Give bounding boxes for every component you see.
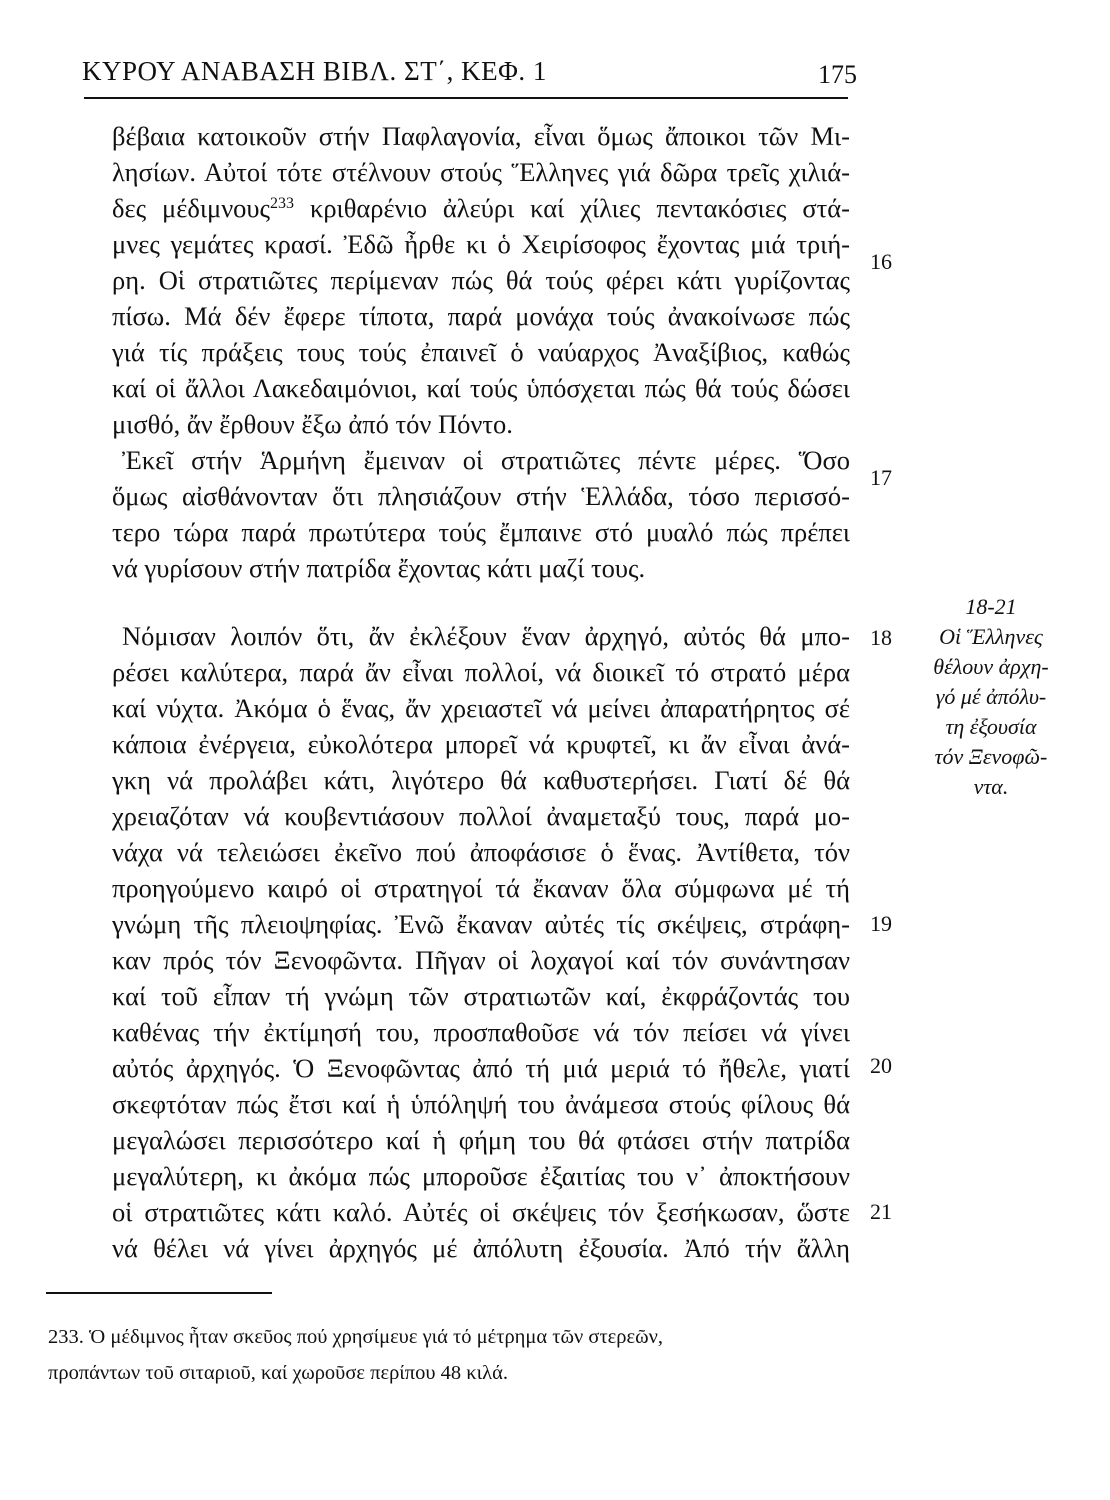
text-line: οἱ στρατιῶτες κάτι καλό. Αὐτές οἱ σκέψεις τόν ξεσήκωσαν, ὥστε	[112, 1197, 850, 1227]
section-number: 19	[870, 911, 892, 936]
text-line: γιά τίς πράξεις τους τούς ἐπαινεῖ ὁ ναύαρχος Ἀναξίβιος, καθώς	[112, 337, 850, 367]
footnote-line: προπάντων τοῦ σιταριοῦ, καί χωροῦσε περίπου 48 κιλά.	[48, 1362, 508, 1384]
text-line: ρη. Οἱ στρατιῶτες περίμεναν πώς θά τούς φέρει κάτι γυρίζοντας	[112, 265, 850, 295]
text-line: καί τοῦ εἶπαν τή γνώμη τῶν στρατιωτῶν καί, ἐκφράζοντάς του	[112, 981, 850, 1011]
margin-summary	[906, 592, 1076, 802]
text-line: λησίων. Αὐτοί τότε στέλνουν στούς Ἕλληνες γιά δῶρα τρεῖς χιλιά-	[112, 157, 850, 187]
section-number: 17	[870, 465, 892, 490]
text-line: καθένας τήν ἐκτίμησή του, προσπαθοῦσε νά τόν πείσει νά γίνει	[112, 1017, 850, 1047]
text-line: ὅμως αἰσθάνονταν ὅτι πλησιάζουν στήν Ἑλλάδα, τόσο περισσό-	[112, 481, 850, 511]
text-line: σκεφτόταν πώς ἔτσι καί ἡ ὑπόληψή του ἀνάμεσα στούς φίλους θά	[112, 1089, 850, 1119]
footnote-rule	[46, 1292, 272, 1294]
margin-summary-line: ντα.	[973, 774, 1009, 799]
text-line: καν πρός τόν Ξενοφῶντα. Πῆγαν οἱ λοχαγοί καί τόν συνάντησαν	[112, 945, 850, 975]
footnote-line: 233. Ὁ μέδιμνος ἦταν σκεῦος πού χρησίμευε γιά τό μέτρημα τῶν στερεῶν,	[48, 1326, 664, 1348]
text-line: πίσω. Μά δέν ἔφερε τίποτα, παρά μονάχα τούς ἀνακοίνωσε πώς	[112, 301, 850, 331]
text-line: κάποια ἐνέργεια, εὐκολότερα μπορεῖ νά κρυφτεῖ, κι ἄν εἶναι ἀνά-	[112, 729, 850, 759]
text-line: γκη νά προλάβει κάτι, λιγότερο θά καθυστερήσει. Γιατί δέ θά	[112, 765, 850, 795]
section-number: 21	[870, 1199, 892, 1224]
margin-summary-line: θέλουν ἀρχη-	[933, 654, 1049, 679]
text-line: ρέσει καλύτερα, παρά ἄν εἶναι πολλοί, νά διοικεῖ τό στρατό μέρα	[112, 657, 850, 687]
margin-summary-line: γό μέ ἀπόλυ-	[935, 684, 1047, 709]
text-segment: κριθαρένιο ἀλεύρι καί χίλιες πεντακόσιες στά-	[309, 193, 850, 223]
text-line: χρειαζόταν νά κουβεντιάσουν πολλοί ἀναμεταξύ τους, παρά μο-	[112, 801, 850, 831]
margin-summary-line: τη ἐξουσία	[945, 714, 1037, 739]
text-line: νά γυρίσουν στήν πατρίδα ἔχοντας κάτι μαζί τους.	[112, 553, 646, 583]
section-number: 18	[870, 625, 892, 650]
margin-summary-line: τόν Ξενοφῶ-	[934, 744, 1048, 769]
section-number: 20	[870, 1053, 892, 1078]
text-line: καί νύχτα. Ἀκόμα ὁ ἕνας, ἄν χρειαστεῖ νά μείνει ἀπαρατήρητος σέ	[112, 693, 850, 723]
text-segment: δες μέδιμνους	[112, 193, 271, 223]
running-header: ΚΥΡΟΥ ΑΝΑΒΑΣΗ ΒΙΒΛ. ΣΤ΄, ΚΕΦ. 1	[82, 56, 547, 86]
text-line: προηγούμενο καιρό οἱ στρατηγοί τά ἔκαναν ὅλα σύμφωνα μέ τή	[112, 873, 850, 903]
header-rule	[84, 97, 848, 99]
text-line: καί οἱ ἄλλοι Λακεδαιμόνιοι, καί τούς ὑπόσχεται πώς θά τούς δώσει	[112, 373, 850, 403]
text-line: γνώμη τῆς πλειοψηφίας. Ἐνῶ ἔκαναν αὐτές τίς σκέψεις, στράφη-	[112, 909, 850, 939]
margin-summary-range: 18-21	[965, 594, 1017, 619]
page-number: 175	[818, 60, 857, 89]
text-line: Ἐκεῖ στήν Ἁρμήνη ἔμειναν οἱ στρατιῶτες πέντε μέρες. Ὅσο	[122, 445, 850, 475]
text-line: μεγαλύτερη, κι ἀκόμα πώς μποροῦσε ἐξαιτίας του ν᾽ ἀποκτήσουν	[112, 1161, 850, 1191]
text-line: μνες γεμάτες κρασί. Ἐδῶ ἦρθε κι ὁ Χειρίσοφος ἔχοντας μιά τριή-	[112, 229, 850, 259]
text-line: Νόμισαν λοιπόν ὅτι, ἄν ἐκλέξουν ἕναν ἀρχηγό, αὐτός θά μπο-	[122, 621, 850, 651]
text-line: βέβαια κατοικοῦν στήν Παφλαγονία, εἶναι ὅμως ἄποικοι τῶν Μι-	[112, 121, 850, 151]
margin-summary-line: Οἱ Ἕλληνες	[939, 624, 1043, 649]
section-number: 16	[870, 249, 892, 274]
text-line: μεγαλώσει περισσότερο καί ἡ φήμη του θά φτάσει στήν πατρίδα	[112, 1125, 850, 1155]
footnote-reference[interactable]: 233	[270, 195, 295, 212]
text-line: τερο τώρα παρά πρωτύτερα τούς ἔμπαινε στό μυαλό πώς πρέπει	[112, 517, 850, 547]
text-line	[112, 190, 850, 226]
text-line: μισθό, ἄν ἔρθουν ἔξω ἀπό τόν Πόντο.	[112, 409, 513, 439]
text-line: νάχα νά τελειώσει ἐκεῖνο πού ἀποφάσισε ὁ ἕνας. Ἀντίθετα, τόν	[112, 837, 850, 867]
text-line: νά θέλει νά γίνει ἀρχηγός μέ ἀπόλυτη ἐξουσία. Ἀπό τήν ἄλλη	[112, 1233, 850, 1263]
text-line: αὐτός ἀρχηγός. Ὁ Ξενοφῶντας ἀπό τή μιά μεριά τό ἤθελε, γιατί	[112, 1053, 850, 1083]
